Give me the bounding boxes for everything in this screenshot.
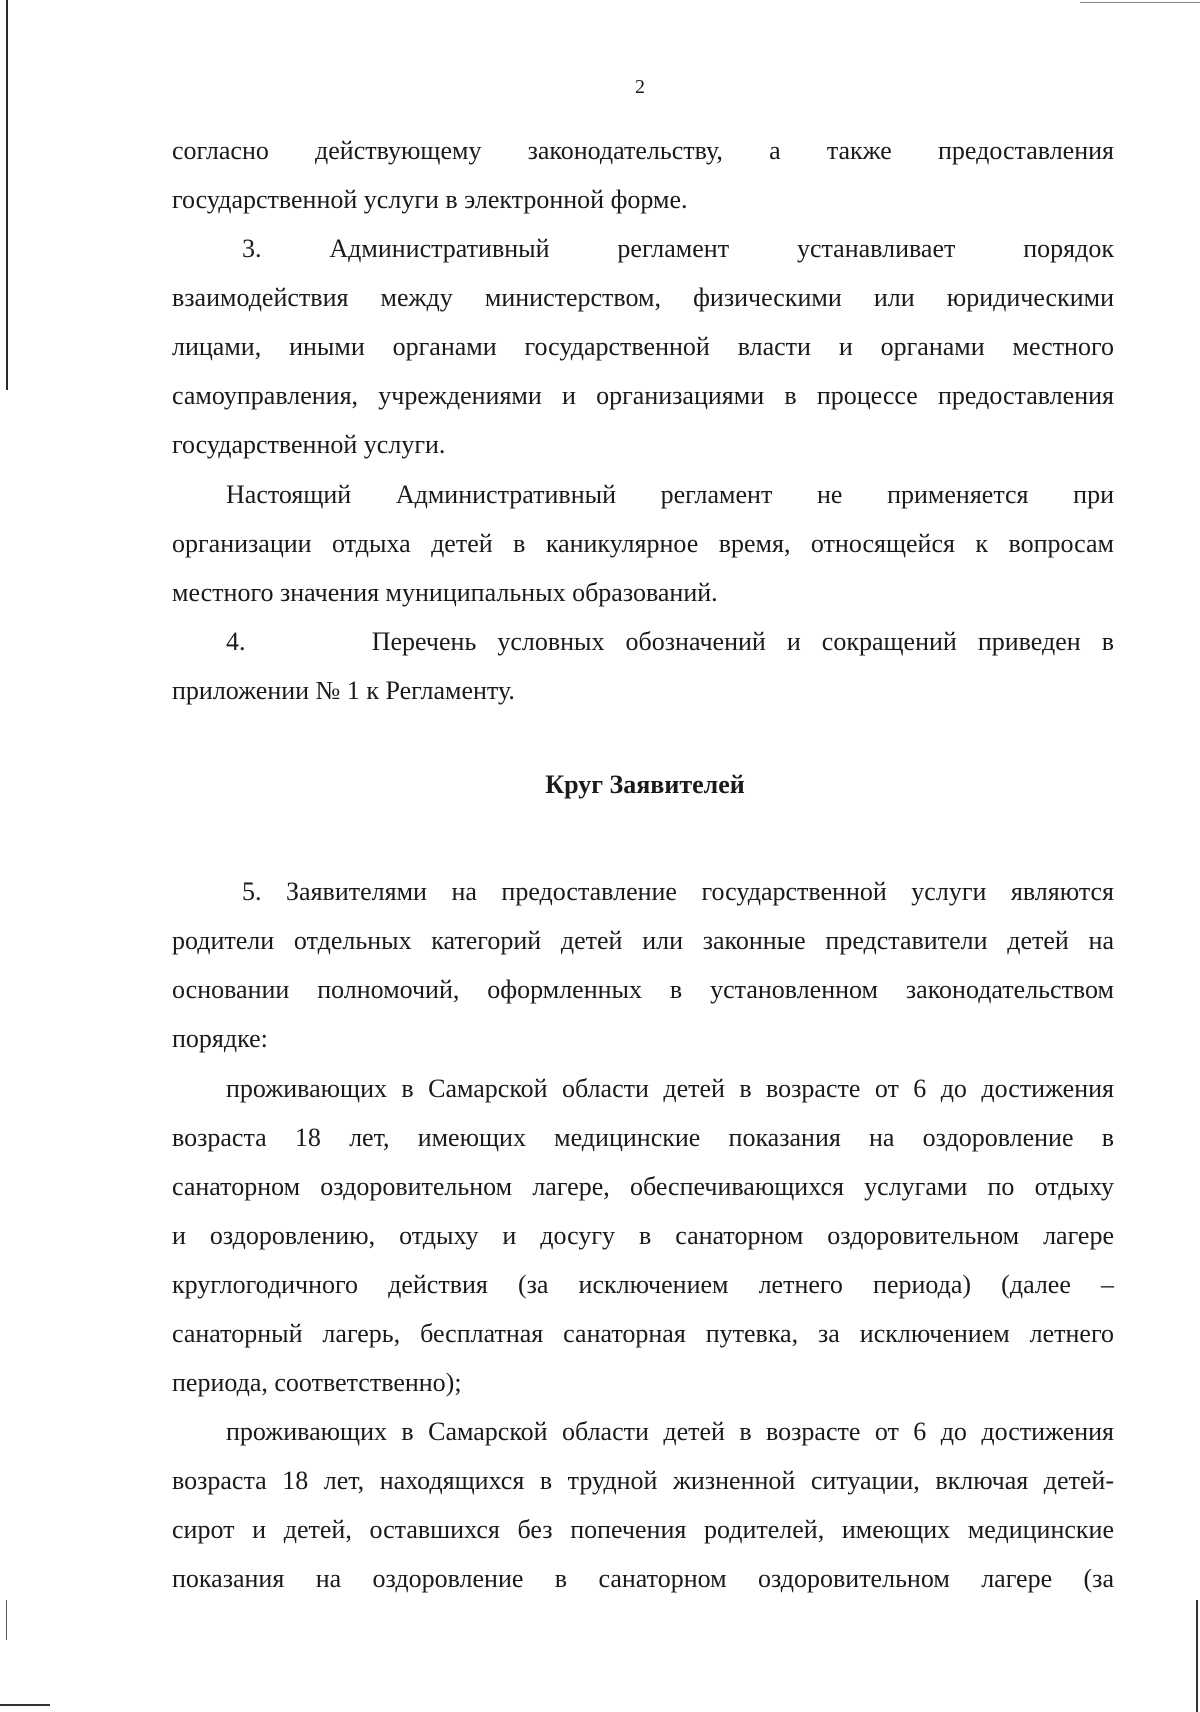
scan-edge-line bbox=[0, 1704, 50, 1706]
text-line: и оздоровлению, отдыху и досугу в санаторном оздоровительном лагере bbox=[172, 1221, 1114, 1250]
paragraph-item-4 bbox=[172, 617, 1114, 715]
text-line: круглогодичного действия (за исключением летнего периода) (далее – bbox=[172, 1270, 1114, 1299]
text-line: санаторный лагерь, бесплатная санаторная путевка, за исключением летнего bbox=[172, 1319, 1114, 1348]
text-line: проживающих в Самарской области детей в возрасте от 6 до достижения bbox=[226, 1074, 1114, 1103]
paragraph-continuation bbox=[172, 126, 1114, 224]
text-line: порядке: bbox=[172, 1024, 268, 1053]
text-line: организации отдыха детей в каникулярное время, относящейся к вопросам bbox=[172, 529, 1114, 558]
text-line: самоуправления, учреждениями и организациями в процессе предоставления bbox=[172, 381, 1114, 410]
text-line: государственной услуги в электронной форме. bbox=[172, 185, 688, 214]
text-line: 3. Административный регламент устанавливает порядок bbox=[242, 234, 1114, 263]
page-number: 2 bbox=[635, 76, 645, 98]
scan-edge-line bbox=[1080, 2, 1200, 3]
paragraph-applicants-category-1 bbox=[172, 1064, 1114, 1407]
scan-edge-line bbox=[6, 0, 8, 390]
scan-edge-line bbox=[6, 1600, 7, 1640]
text-line: показания на оздоровление в санаторном оздоровительном лагере (за bbox=[172, 1564, 1114, 1593]
text-line: периода, соответственно); bbox=[172, 1368, 462, 1397]
text-line: лицами, иными органами государственной власти и органами местного bbox=[172, 332, 1114, 361]
text-line: 4. Перечень условных обозначений и сокращений приведен в bbox=[226, 627, 1114, 656]
text-line: проживающих в Самарской области детей в возрасте от 6 до достижения bbox=[226, 1417, 1114, 1446]
text-line: 5. Заявителями на предоставление государственной услуги являются bbox=[242, 877, 1114, 906]
section-heading: Круг Заявителей bbox=[545, 770, 745, 799]
paragraph-scope-note bbox=[172, 470, 1114, 617]
paragraph-item-3 bbox=[172, 224, 1114, 469]
scan-edge-line bbox=[1196, 1600, 1198, 1712]
text-line: возраста 18 лет, имеющих медицинские показания на оздоровление в bbox=[172, 1123, 1114, 1152]
paragraph-item-5 bbox=[172, 867, 1114, 1063]
text-line: взаимодействия между министерством, физическими или юридическими bbox=[172, 283, 1114, 312]
text-line: государственной услуги. bbox=[172, 430, 446, 459]
text-line: согласно действующему законодательству, а также предоставления bbox=[172, 136, 1114, 165]
text-line: возраста 18 лет, находящихся в трудной жизненной ситуации, включая детей- bbox=[172, 1466, 1114, 1495]
text-line: сирот и детей, оставшихся без попечения родителей, имеющих медицинские bbox=[172, 1515, 1114, 1544]
text-line: приложении № 1 к Регламенту. bbox=[172, 676, 515, 705]
text-line: родители отдельных категорий детей или законные представители детей на bbox=[172, 926, 1114, 955]
text-line: основании полномочий, оформленных в установленном законодательством bbox=[172, 975, 1114, 1004]
text-line: санаторном оздоровительном лагере, обеспечивающихся услугами по отдыху bbox=[172, 1172, 1114, 1201]
text-line: местного значения муниципальных образований. bbox=[172, 578, 718, 607]
text-line: Настоящий Административный регламент не применяется при bbox=[226, 480, 1114, 509]
paragraph-applicants-category-2 bbox=[172, 1407, 1114, 1603]
